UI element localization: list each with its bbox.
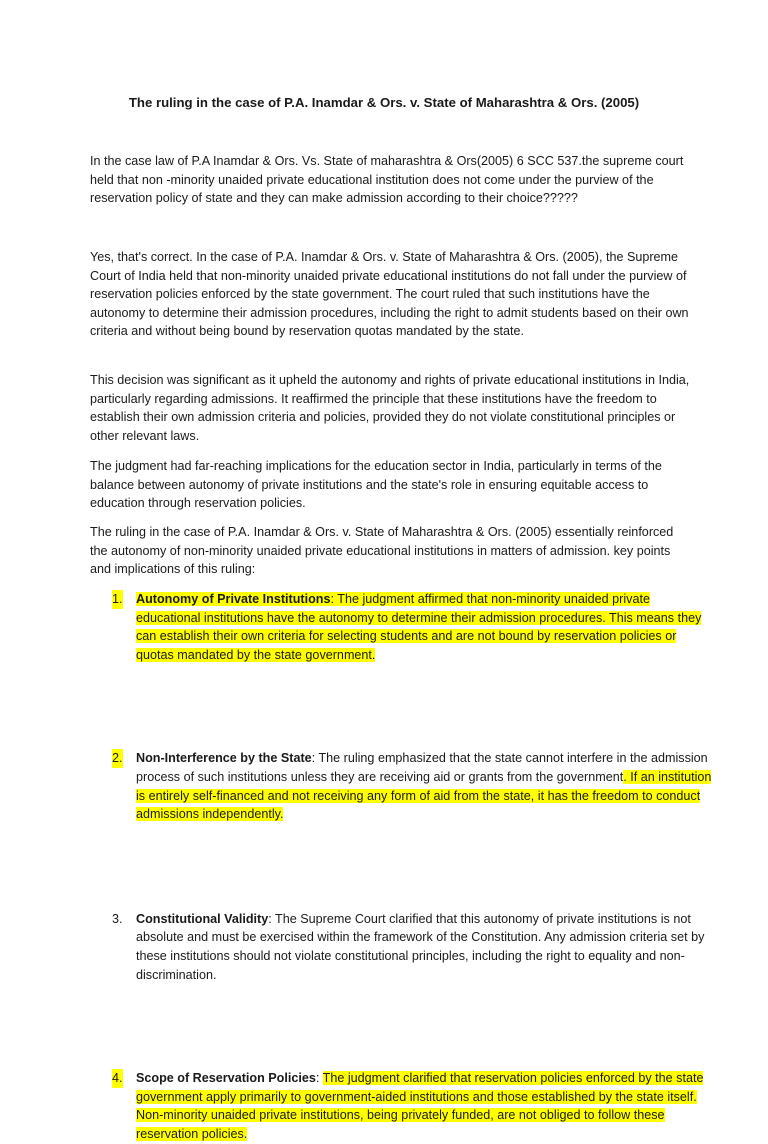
- list-item: [112, 749, 716, 823]
- point-separator: :: [330, 592, 338, 606]
- list-item: [112, 590, 716, 664]
- point-heading: Autonomy of Private Institutions: [136, 592, 331, 606]
- answer-paragraph-2: This decision was significant as it upheld the autonomy and rights of private educational institutions in India, particularly regarding admissions. It reaffirmed the principle that these institutions have the freedom to establish their own admission criteria and policies, provided they do not violate constitutional principles or other relevant laws.: [90, 373, 690, 443]
- answer-paragraph-1: Yes, that's correct. In the case of P.A. Inamdar & Ors. v. State of Maharashtra & Ors. (2005), the Supreme Court of India held that non-minority unaided private educational institutions do not fall under the purview of reservation policies enforced by the state government. The court ruled that such institutions have the autonomy to determine their admission procedures, including the right to admit students based on their own criteria and without being bound by reservation quotas mandated by the state.: [90, 250, 689, 339]
- point-highlighted-text: The judgment clarified that reservation policies enforced by the state government apply primarily to government-aided institutions and those established by the state itself. Non-minority unaided private institutions, being privately funded, are not obliged to follow these reservation policies.: [136, 1071, 704, 1141]
- point-highlighted-text: . If an institution is entirely self-financed and not receiving any form of aid from the state, it has the freedom to conduct admissions independently.: [136, 769, 712, 822]
- list-item: [112, 910, 716, 984]
- point-heading: Non-Interference by the State: [136, 751, 312, 766]
- point-separator: :: [311, 751, 319, 766]
- point-highlighted-text: The judgment affirmed that non-minority unaided private educational institutions have the autonomy to determine their admission procedures. This means they can establish their own criteria for selecting students and are not bound by reservation policies or quotas mandated by the state government.: [136, 592, 702, 662]
- point-text: The Supreme Court clarified that this autonomy of private institutions is not absolute and must be exercised within the framework of the Constitution. Any admission criteria set by these institutions should not violate constitutional principles, including the right to equality and non-discrimination.: [136, 911, 705, 982]
- list-number: 3.: [112, 911, 123, 926]
- list-number: 2.: [112, 749, 123, 768]
- list-number: 1.: [112, 590, 123, 609]
- point-heading: Constitutional Validity: [136, 911, 269, 926]
- list-number: 4.: [112, 1069, 123, 1088]
- point-separator: :: [315, 1071, 323, 1086]
- document-title: The ruling in the case of P.A. Inamdar & Ors. v. State of Maharashtra & Ors. (2005): [128, 95, 640, 110]
- point-heading: Scope of Reservation Policies: [136, 1071, 316, 1086]
- point-separator: :: [268, 911, 276, 926]
- point-text: The ruling emphasized that the state cannot interfere in the admission process of such institutions unless they are receiving aid or grants from the government: [136, 751, 708, 784]
- answer-paragraph-4: The ruling in the case of P.A. Inamdar & Ors. v. State of Maharashtra & Ors. (2005) essentially reinforced the autonomy of non-minority unaided private educational institutions in matters of admission. key points and implications of this ruling:: [90, 525, 674, 577]
- question-paragraph: In the case law of P.A Inamdar & Ors. Vs. State of maharashtra & Ors(2005) 6 SCC 537.the supreme court held that non -minority unaided private educational institution does not come under the purview of the reservation policy of state and they can make admission according to their choice?????: [90, 154, 684, 206]
- list-item: [112, 1069, 716, 1143]
- answer-paragraph-3: The judgment had far-reaching implications for the education sector in India, particularly in terms of the balance between autonomy of private institutions and the state's role in ensuring equitable access to education through reservation policies.: [90, 459, 662, 511]
